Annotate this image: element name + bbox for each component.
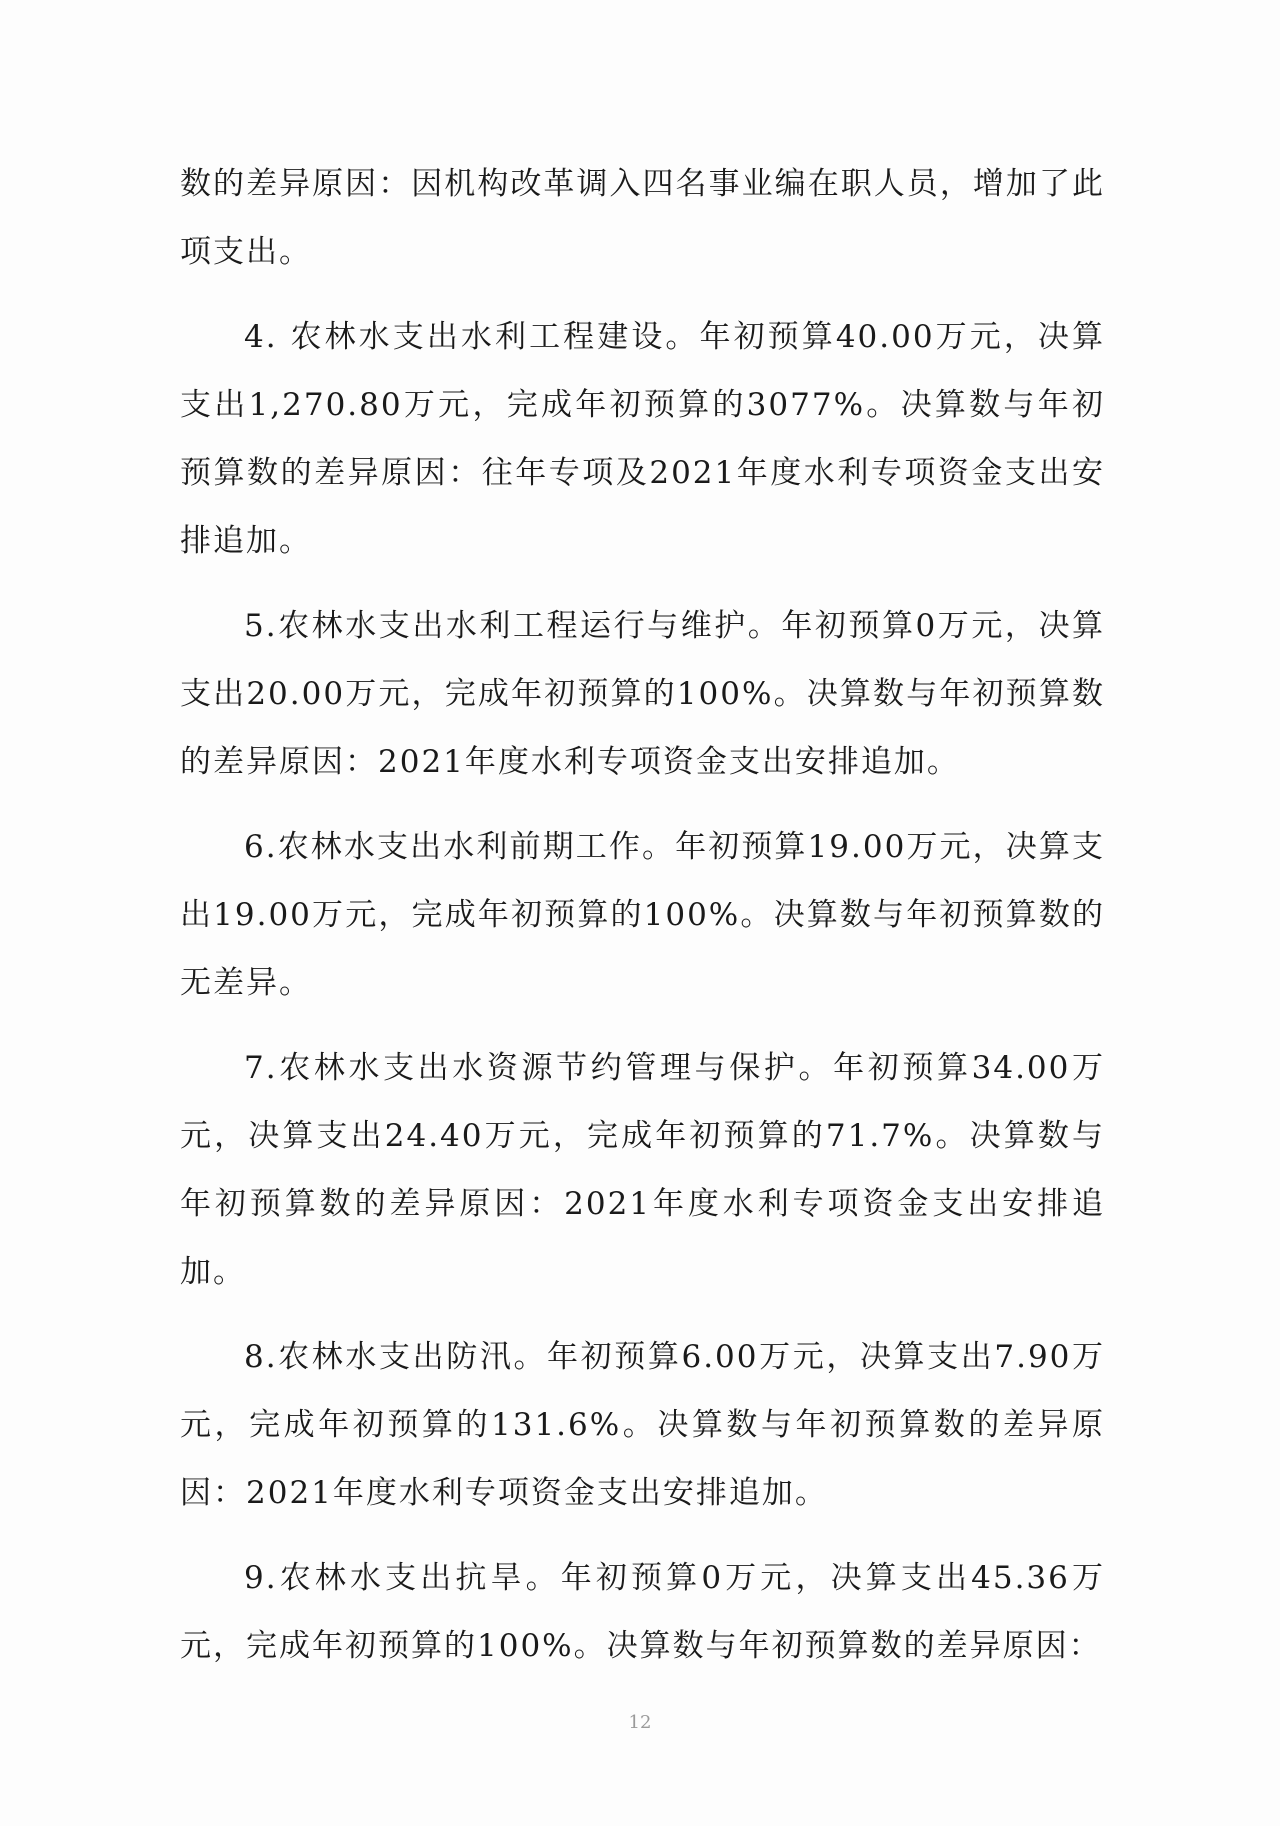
paragraph-item-7: 7.农林水支出水资源节约管理与保护。年初预算34.00万元，决算支出24.40万元，完成年初预算的71.7%。决算数与年初预算数的差异原因：2021年度水利专项资金支出安排追加。 — [180, 1050, 1105, 1290]
paragraph-item-6: 6.农林水支出水利前期工作。年初预算19.00万元，决算支出19.00万元，完成年初预算的100%。决算数与年初预算数的无差异。 — [180, 829, 1105, 1001]
paragraph-item-9: 9.农林水支出抗旱。年初预算0万元，决算支出45.36万元，完成年初预算的100%。决算数与年初预算数的差异原因： — [180, 1560, 1105, 1664]
document-body — [180, 150, 1105, 1697]
paragraph-item-5: 5.农林水支出水利工程运行与维护。年初预算0万元，决算支出20.00万元，完成年初预算的100%。决算数与年初预算数的差异原因：2021年度水利专项资金支出安排追加。 — [180, 608, 1105, 780]
paragraph-item-8: 8.农林水支出防汛。年初预算6.00万元，决算支出7.90万元，完成年初预算的131.6%。决算数与年初预算数的差异原因：2021年度水利专项资金支出安排追加。 — [180, 1339, 1105, 1511]
paragraph-continuation: 数的差异原因：因机构改革调入四名事业编在职人员，增加了此项支出。 — [180, 166, 1105, 270]
paragraph-item-4: 4. 农林水支出水利工程建设。年初预算40.00万元，决算支出1,270.80万元，完成年初预算的3077%。决算数与年初预算数的差异原因：往年专项及2021年度水利专项资金支出安排追加。 — [180, 319, 1105, 559]
page-number: 12 — [628, 1712, 652, 1733]
